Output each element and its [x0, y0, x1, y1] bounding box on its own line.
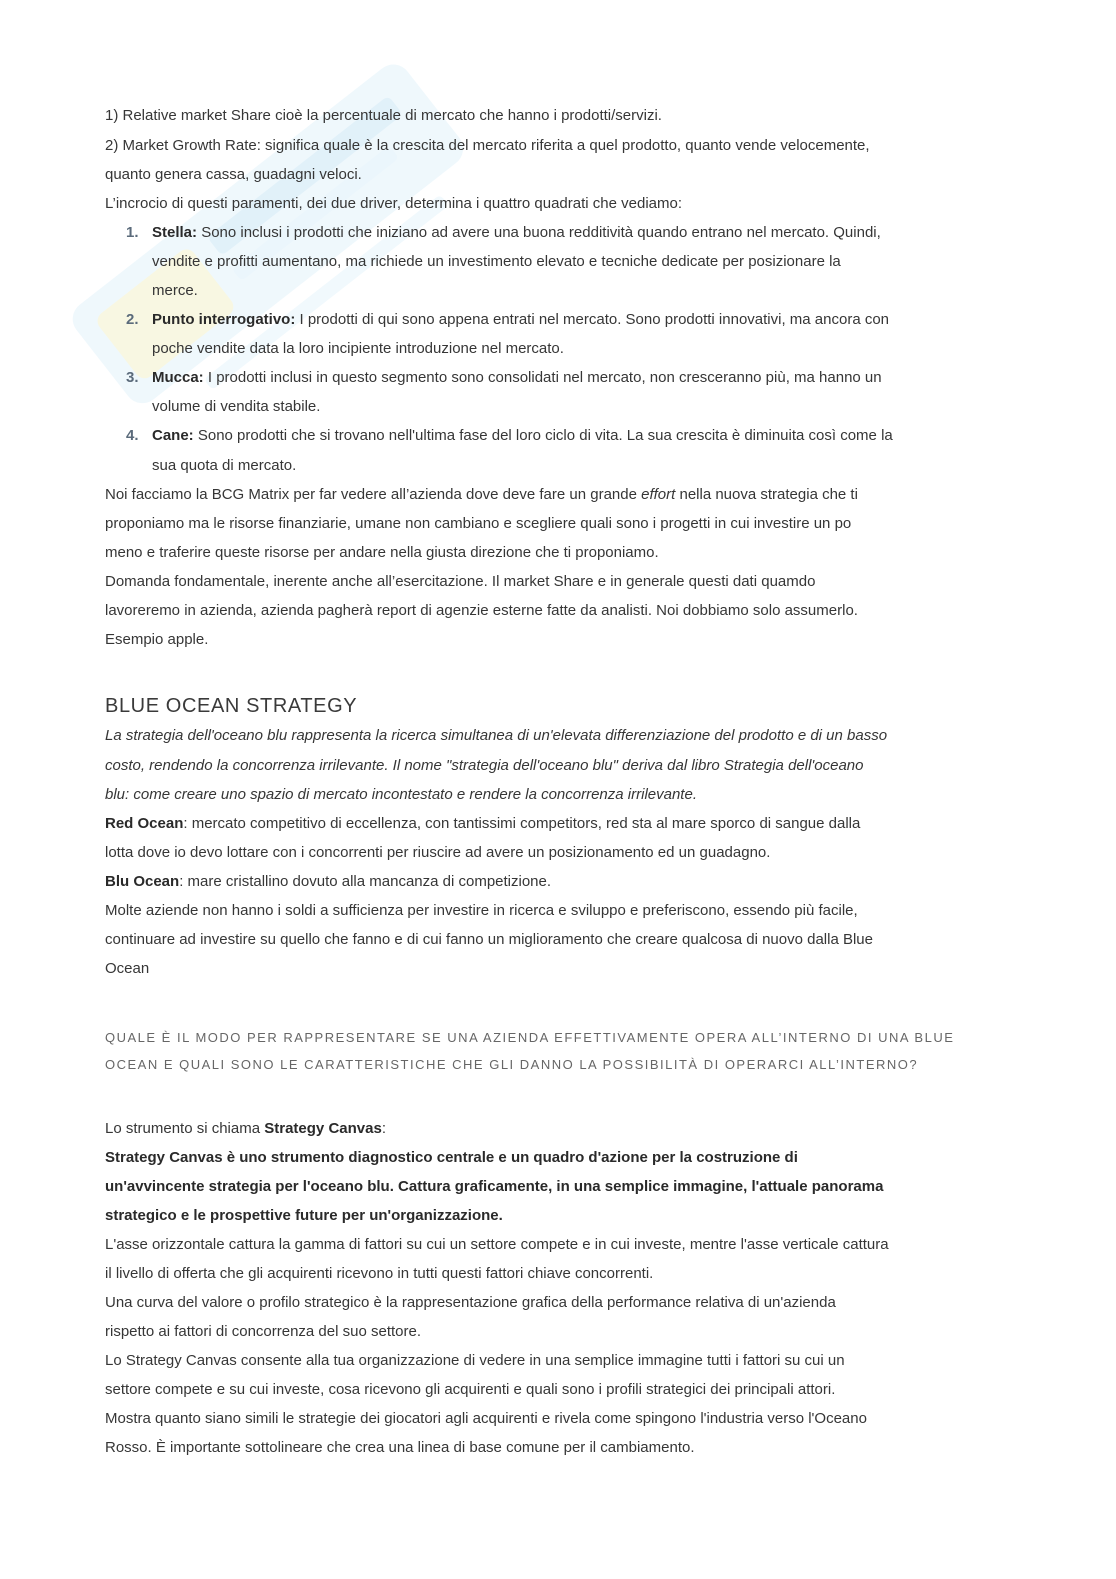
- red-ocean-term: Red Ocean: [105, 814, 184, 832]
- section-heading: BLUE OCEAN STRATEGY: [105, 695, 358, 717]
- quadrant-item-cane: [105, 421, 1010, 479]
- data-paragraph-line: lavoreremo in azienda, azienda pagherà report di agenzie esterne fatte da analisti. Noi dobbiamo solo assumerlo.: [105, 602, 858, 620]
- intro-line: 2) Market Growth Rate: significa quale è la crescita del mercato riferita a quel prodotto, quanto vende velocemente,: [105, 136, 870, 154]
- quadrant-item-mucca: [105, 363, 1010, 421]
- question-line: QUALE È IL MODO PER RAPPRESENTARE SE UNA AZIENDA EFFETTIVAMENTE OPERA ALL’INTERNO DI UNA BLUE: [105, 1029, 955, 1045]
- quadrant-text: merce.: [152, 282, 198, 299]
- effort-paragraph-line: proponiamo ma le risorse finanziarie, umane non cambiano e scegliere quali sono i progetti in cui investire un po: [105, 514, 852, 532]
- paragraph-text: : mare cristallino dovuto alla mancanza di competizione.: [179, 872, 552, 890]
- definition-line: La strategia dell'oceano blu rappresenta la ricerca simultanea di un'elevata differenziazione del prodotto e di un basso: [105, 727, 888, 745]
- canvas-definition-line: Strategy Canvas è uno strumento diagnostico centrale e un quadro d'azione per la costruzione di: [105, 1148, 798, 1166]
- canvas-view-paragraph-line: Lo Strategy Canvas consente alla tua organizzazione di vedere in una semplice immagine tutti i fattori su cui un: [105, 1351, 845, 1369]
- quadrant-text: I prodotti di qui sono appena entrati nel mercato. Sono prodotti innovativi, ma ancora con: [299, 311, 890, 329]
- canvas-definition-line: un'avvincente strategia per l'oceano blu. Cattura graficamente, in una semplice immagine, l'attuale panorama: [105, 1177, 884, 1195]
- quadrant-text: vendite e profitti aumentano, ma richiede un investimento elevato e tecniche dedicate per posizionare la: [152, 252, 841, 270]
- value-curve-paragraph-line: rispetto ai fattori di concorrenza del suo settore.: [105, 1322, 421, 1340]
- blu-ocean-line: [105, 867, 1010, 896]
- intro-line: 1) Relative market Share cioè la percentuale di mercato che hanno i prodotti/servizi.: [105, 107, 662, 125]
- paragraph-text: : mercato competitivo di eccellenza, con tantissimi competitors, red sta al mare sporco di sangue dalla: [183, 814, 861, 832]
- strategy-canvas-term: Strategy Canvas: [264, 1119, 382, 1137]
- investment-paragraph-line: Ocean: [105, 960, 150, 978]
- quadrant-label: Punto interrogativo:: [152, 311, 296, 329]
- quadrant-text: I prodotti inclusi in questo segmento sono consolidati nel mercato, non cresceranno più, ma hanno un: [207, 369, 882, 387]
- question-line: OCEAN E QUALI SONO LE CARATTERISTICHE CHE GLI DANNO LA POSSIBILITÀ DI OPERARCI ALL’INTERNO?: [105, 1056, 919, 1072]
- definition-line: blu: come creare uno spazio di mercato incontestato e rendere la concorrenza irrilevante.: [105, 785, 697, 803]
- axes-paragraph-line: il livello di offerta che gli acquirenti ricevono in tutti questi fattori chiave concorrenti.: [105, 1264, 654, 1282]
- paragraph-text: :: [381, 1119, 386, 1137]
- quadrant-text: Sono prodotti che si trovano nell'ultima fase del loro ciclo di vita. La sua crescita è diminuita così come la: [197, 427, 893, 445]
- value-curve-paragraph-line: Una curva del valore o profilo strategico è la rappresentazione grafica della performance relativa di un'azienda: [105, 1293, 836, 1311]
- investment-paragraph-line: continuare ad investire su quello che fanno e di cui fanno un miglioramento che creare qualcosa di nuovo dalla Blue: [105, 931, 873, 949]
- quadrant-label: Cane:: [152, 427, 194, 445]
- red-ocean-line: lotta dove io devo lottare con i concorrenti per riuscire ad avere un posizionamento ed un guadagno.: [105, 843, 771, 861]
- intro-line: quanto genera cassa, guadagni veloci.: [105, 165, 362, 183]
- axes-paragraph-line: L'asse orizzontale cattura la gamma di fattori su cui un settore compete e in cui investe, mentre l'asse verticale cattura: [105, 1235, 889, 1253]
- red-ocean-line: [105, 809, 1010, 838]
- list-number: 3.: [126, 369, 139, 387]
- paragraph-text: Lo strumento si chiama: [105, 1119, 265, 1137]
- definition-line: costo, rendendo la concorrenza irrilevante. Il nome "strategia dell'oceano blu" deriva dal libro Strategia dell'oceano: [105, 756, 864, 774]
- example-line: Esempio apple.: [105, 631, 209, 649]
- quadrant-item-punto-interrogativo: [105, 305, 1010, 363]
- quadrant-text: sua quota di mercato.: [152, 456, 297, 474]
- quadrant-text: poche vendite data la loro incipiente introduzione nel mercato.: [152, 340, 564, 358]
- list-number: 4.: [126, 427, 139, 445]
- blue-ocean-section: [105, 721, 1010, 983]
- quadrant-item-stella: [105, 218, 1010, 305]
- similarity-paragraph-line: Rosso. È importante sottolineare che crea una linea di base comune per il cambiamento.: [105, 1438, 695, 1456]
- canvas-intro-line: [105, 1114, 1010, 1143]
- quadrant-label: Mucca:: [152, 369, 204, 387]
- effort-paragraph-line: [105, 480, 1010, 509]
- canvas-definition-line: strategico e le prospettive future per un'organizzazione.: [105, 1206, 503, 1224]
- quadrant-text: Sono inclusi i prodotti che iniziano ad avere una buona redditività quando entrano nel mercato. Quindi,: [201, 223, 881, 241]
- quadrant-text: volume di vendita stabile.: [152, 398, 321, 416]
- data-paragraph-line: Domanda fondamentale, inerente anche all’esercitazione. Il market Share e in generale questi dati quamdo: [105, 572, 816, 590]
- bcg-section: [105, 101, 1010, 654]
- emphasis-text: effort: [641, 485, 676, 503]
- paragraph-text: Noi facciamo la BCG Matrix per far vedere all’azienda dove deve fare un grande: [105, 485, 642, 503]
- similarity-paragraph-line: Mostra quanto siano simili le strategie dei giocatori agli acquirenti e rivela come spingono l'industria verso l'Oceano: [105, 1409, 867, 1427]
- paragraph-text: nella nuova strategia che ti: [675, 485, 858, 503]
- effort-paragraph-line: meno e traferire queste risorse per andare nella giusta direzione che ti proponiamo.: [105, 543, 659, 561]
- investment-paragraph-line: Molte aziende non hanno i soldi a sufficienza per investire in ricerca e sviluppo e preferiscono, essendo più facile,: [105, 902, 858, 919]
- quadrant-label: Stella:: [152, 223, 198, 241]
- list-number: 1.: [126, 223, 139, 241]
- question-subheading: [105, 1024, 1010, 1078]
- canvas-view-paragraph-line: settore compete e su cui investe, cosa ricevono gli acquirenti e quali sono i profili strategici dei principali attori.: [105, 1380, 836, 1398]
- strategy-canvas-section: [105, 1114, 1010, 1462]
- list-number: 2.: [126, 311, 139, 329]
- blu-ocean-term: Blu Ocean: [105, 872, 180, 890]
- intro-line: L’incrocio di questi paramenti, dei due driver, determina i quattro quadrati che vediamo:: [105, 194, 682, 212]
